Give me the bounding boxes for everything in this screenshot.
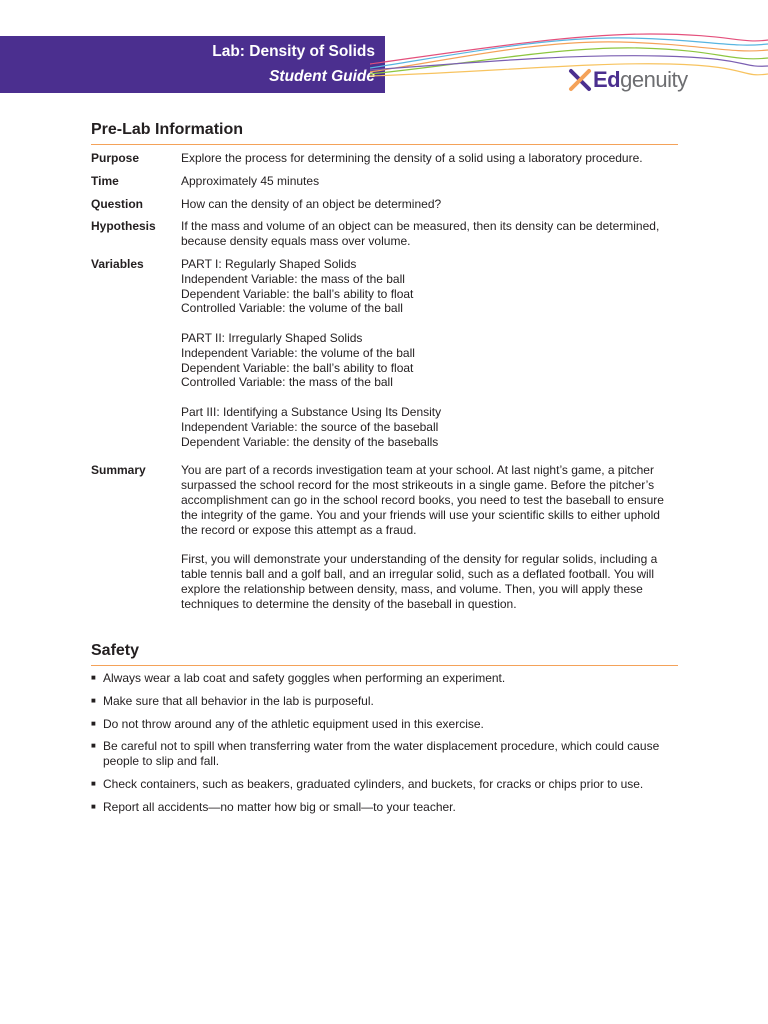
- purpose-row: [91, 151, 678, 166]
- variables-label: Variables: [91, 256, 144, 271]
- variables-row: [91, 257, 678, 449]
- part3-independent: Independent Variable: the source of the baseball: [181, 419, 439, 434]
- edgenuity-logo: [568, 66, 688, 94]
- document-subtitle: Student Guide: [269, 68, 375, 85]
- time-text: Approximately 45 minutes: [181, 173, 320, 188]
- summary-row: [91, 463, 678, 611]
- safety-heading: Safety: [91, 642, 678, 666]
- bullet-square-icon: ■: [91, 673, 96, 682]
- summary-text: [181, 463, 678, 611]
- safety-list: [91, 671, 678, 823]
- safety-item-text: Check containers, such as beakers, graduated cylinders, and buckets, for cracks or chips prior to use.: [103, 776, 644, 791]
- part1-controlled: Controlled Variable: the volume of the ball: [181, 301, 403, 316]
- summary-paragraph-1: You are part of a records investigation team at your school. At last night’s game, a pitcher surpassed the school record for the most strikeouts in a single game. Before the pitcher’s accomplishment can go in the school record books, you need to test the baseball to ensure the integrity of the game. You and your friends will use your scientific skills to either uphold the record or expose this attempt as a fraud.: [181, 463, 664, 537]
- time-label: Time: [91, 173, 119, 188]
- part1-independent: Independent Variable: the mass of the ball: [181, 271, 405, 286]
- list-item: [91, 800, 678, 815]
- part3-dependent: Dependent Variable: the density of the baseballs: [181, 434, 439, 449]
- prelab-heading: Pre-Lab Information: [91, 121, 678, 145]
- logo-text-primary: Ed: [593, 67, 621, 92]
- list-item: [91, 777, 678, 792]
- purpose-label: Purpose: [91, 151, 140, 165]
- bullet-square-icon: ■: [91, 801, 96, 811]
- part1-title: PART I: Regularly Shaped Solids: [181, 256, 357, 271]
- bullet-square-icon: ■: [91, 718, 96, 728]
- safety-item-text: Do not throw around any of the athletic equipment used in this exercise.: [103, 716, 484, 731]
- part2-title: PART II: Irregularly Shaped Solids: [181, 330, 363, 345]
- list-item: [91, 739, 678, 769]
- question-label: Question: [91, 196, 144, 211]
- prelab-info-table: [91, 151, 678, 611]
- safety-item-text: Always wear a lab coat and safety goggles when performing an experiment.: [103, 671, 506, 685]
- edgenuity-x-icon: [568, 68, 592, 92]
- part1-dependent: Dependent Variable: the ball’s ability to float: [181, 286, 414, 301]
- hypothesis-label: Hypothesis: [91, 219, 156, 234]
- hypothesis-row: [91, 219, 678, 249]
- summary-paragraph-2: First, you will demonstrate your understanding of the density for regular solids, including a table tennis ball and a golf ball, and an irregular solid, such as a deflated football. You will explore the relationship between density, mass, and volume. Then, you will apply these techniques to determine the density of the baseball in question.: [181, 552, 658, 611]
- part3-title: Part III: Identifying a Substance Using Its Density: [181, 404, 442, 419]
- bullet-square-icon: ■: [91, 741, 96, 751]
- hypothesis-text: If the mass and volume of an object can be measured, then its density can be determined, because density equals mass over volume.: [181, 219, 660, 249]
- document-title: Lab: Density of Solids: [212, 43, 375, 60]
- purpose-text: Explore the process for determining the density of a solid using a laboratory procedure.: [181, 151, 643, 165]
- list-item: [91, 717, 678, 732]
- summary-label: Summary: [91, 463, 146, 478]
- list-item: [91, 671, 678, 686]
- question-text: How can the density of an object be determined?: [181, 196, 442, 211]
- part2-controlled: Controlled Variable: the mass of the ball: [181, 375, 393, 390]
- part2-dependent: Dependent Variable: the ball’s ability to float: [181, 360, 414, 375]
- question-row: [91, 197, 678, 212]
- list-item: [91, 694, 678, 709]
- safety-item-text: Be careful not to spill when transferring water from the water displacement procedure, which could cause people to slip and fall.: [103, 739, 660, 769]
- bullet-square-icon: ■: [91, 778, 96, 788]
- safety-item-text: Report all accidents—no matter how big or small—to your teacher.: [103, 799, 456, 814]
- logo-text-secondary: genuity: [620, 67, 688, 92]
- variables-text: [181, 257, 678, 449]
- safety-item-text: Make sure that all behavior in the lab is purposeful.: [103, 693, 374, 708]
- bullet-square-icon: ■: [91, 695, 96, 705]
- part2-independent: Independent Variable: the volume of the ball: [181, 345, 415, 360]
- header-banner: [0, 36, 385, 93]
- time-row: [91, 174, 678, 189]
